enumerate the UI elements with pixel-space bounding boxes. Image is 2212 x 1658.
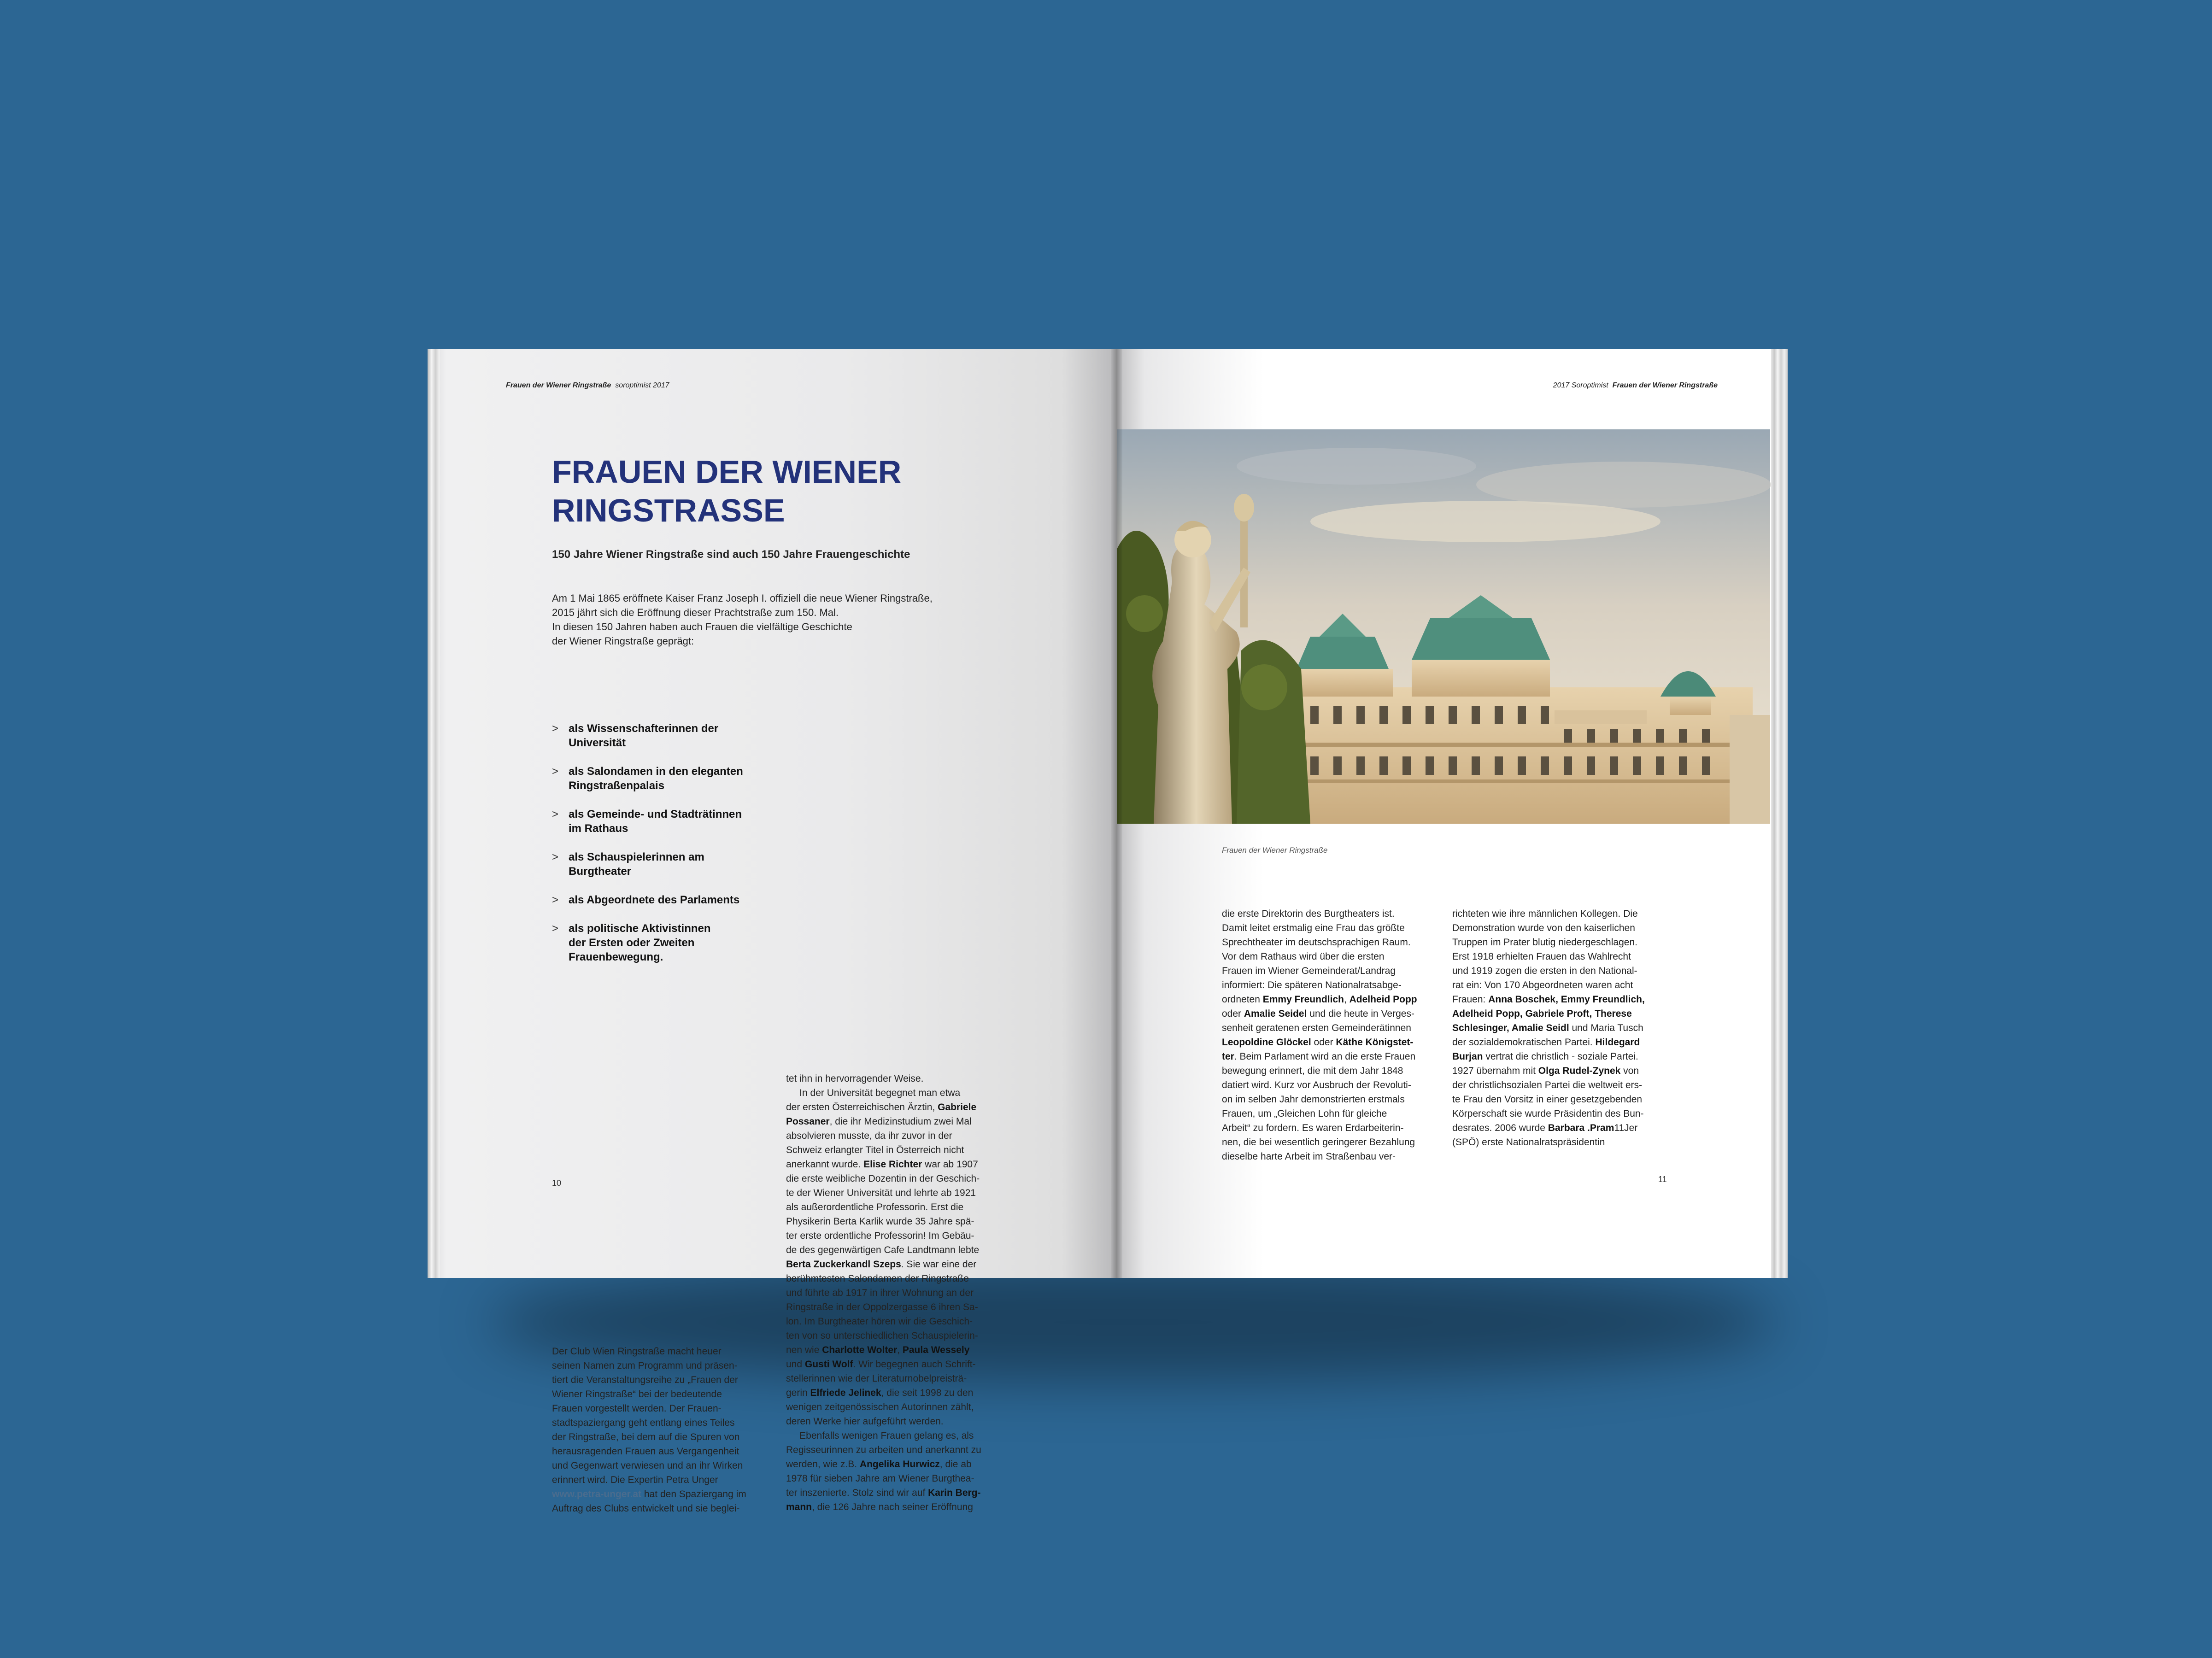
running-head-meta: soroptimist 2017	[615, 381, 669, 389]
bullet-item: > als Salondamen in den eleganten Ringstraßenpalais	[552, 765, 743, 792]
title-line-1: FRAUEN DER WIENER	[552, 454, 902, 490]
left-page	[428, 349, 1117, 1514]
club-paragraph: Der Club Wien Ringstraße macht heuer seinen Namen zum Programm und präsen- tiert die Veranstaltungsreihe zu „Frauen der Wiener Ringstraße“ bei der bedeutende Frauen vorgestellt werden. Der Frauen- stadtspaziergang geht entlang eines Teiles der Ringstraße, bei dem auf die Spuren von herausragenden Frauen aus Vergangenheit und Gegenwart verwiesen und an ihr Wirken erinnert wird. Die Expertin Petra Unger www.petra-unger.at hat den Spaziergang im Auftrag des Clubs entwickelt und sie beglei-	[552, 1346, 746, 1514]
bullet-item: > als politische Aktivistinnen der Ersten oder Zweiten Frauenbewegung.	[552, 922, 711, 963]
running-head-left	[506, 381, 669, 390]
bullet-arrow-icon: >	[552, 894, 559, 906]
bullet-arrow-icon: >	[552, 922, 559, 935]
bullet-arrow-icon: >	[552, 765, 559, 778]
article-title	[552, 452, 967, 530]
bullet-item: > als Abgeordnete des Parlaments	[552, 894, 740, 906]
title-line-2: RINGSTRASSE	[552, 492, 785, 528]
intro-paragraph	[552, 591, 985, 648]
intro-line: der Wiener Ringstraße geprägt:	[552, 635, 694, 647]
intro-line: In diesen 150 Jahren haben auch Frauen die vielfältige Geschichte	[552, 621, 852, 633]
bullet-list	[552, 721, 773, 978]
belvedere-photo-image	[1117, 429, 1770, 824]
right-page	[1117, 349, 1788, 1278]
intro-line: Am 1 Mai 1865 eröffnete Kaiser Franz Joseph I. offiziell die neue Wiener Ringstraße,	[552, 592, 933, 604]
bullet-item: > als Wissenschafterinnen der Universität	[552, 722, 719, 749]
bullet-item: > als Schauspielerinnen am Burgtheater	[552, 851, 704, 878]
intro-line: 2015 jährt sich die Eröffnung dieser Prachtstraße zum 150. Mal.	[552, 607, 839, 618]
book-gutter	[1111, 349, 1122, 1278]
bullet-arrow-icon: >	[552, 722, 559, 735]
page-number-right: 11	[1658, 1175, 1667, 1184]
running-head-title: Frauen der Wiener Ringstraße	[1612, 381, 1718, 389]
page-stack-edge-right	[1771, 349, 1788, 1278]
bullet-item: > als Gemeinde- und Stadträtinnen im Rathaus	[552, 808, 742, 835]
article-subtitle: 150 Jahre Wiener Ringstraße sind auch 150 Jahre Frauengeschichte	[552, 548, 910, 561]
running-head-title: Frauen der Wiener Ringstraße	[506, 381, 611, 389]
bullet-arrow-icon: >	[552, 808, 559, 820]
running-head-meta: 2017 Soroptimist	[1553, 381, 1608, 389]
page-number-left: 10	[552, 1178, 562, 1188]
right-column-1: die erste Direktorin des Burgtheaters ist. Damit leitet erstmalig eine Frau das größte Sprechtheater im deutschsprachigen Raum. Vor dem Rathaus wird über die ersten Frauen im Wiener Gemeinderat/Landrag informiert: Die späteren Nationalratsabge- ordneten Emmy Freundlich, Adelheid Popp oder Amalie Seidel und die heute in Verges- senheit geratenen ersten Gemeinderätinnen Leopoldine Glöckel oder Käthe Königstet- ter. Beim Parlament wird an die erste Frauen bewegung erinnert, die mit dem Jahr 1848 datiert wird. Kurz vor Ausbruch der Revoluti- on im selben Jahr demonstrierten erstmals Frauen, um „Gleichen Lohn für gleiche Arbeit“ zu fordern. Es waren Erdarbeiterin- nen, die bei wesentlich geringerer Bezahlung dieselbe harte Arbeit im Straßenbau ver-	[1222, 908, 1417, 1162]
photo-caption: Frauen der Wiener Ringstraße	[1222, 846, 1328, 855]
website-link[interactable]: www.petra-unger.at	[552, 1489, 642, 1500]
running-head-right	[1553, 381, 1718, 390]
belvedere-photo	[1117, 429, 1770, 824]
bullet-arrow-icon: >	[552, 851, 559, 863]
right-column-2: richteten wie ihre männlichen Kollegen. Die Demonstration wurde von den kaiserlichen Truppen im Prater blutig niedergeschlagen. Erst 1918 erhielten Frauen das Wahlrecht und 1919 zogen die ersten in den National- rat ein: Von 170 Abgeordneten waren acht Frauen: Anna Boschek, Emmy Freundlich, Adelheid Popp, Gabriele Proft, Therese Schlesinger, Amalie Seidl und Maria Tusch der sozialdemokratischen Partei. Hildegard Burjan vertrat die christlich - soziale Partei. 1927 übernahm mit Olga Rudel-Zynek von der christlichsozialen Partei die weltweit ers- te Frau den Vorsitz in einer gesetzgebenden Körperschaft sie wurde Präsidentin des Bun- desrates. 2006 wurde Barbara .Pram11Jer (SPÖ) erste Nationalratspräsidentin	[1452, 908, 1645, 1148]
page-stack-edge-left	[428, 349, 440, 1278]
article-column-2: tet ihn in hervorragender Weise. In der Universität begegnet man etwa der ersten Österreichischen Ärztin, Gabriele Possaner, die ihr Medizinstudium zwei Mal absolvieren musste, da ihr zuvor in der Schweiz erlangter Titel in Österreich nicht anerkannt wurde. Elise Richter war ab 1907 die erste weibliche Dozentin in der Geschich- te der Wiener Universität und lehrte ab 1921 als außerordentliche Professorin. Erst die Physikerin Berta Karlik wurde 35 Jahre spä- ter erste ordentliche Professorin! Im Gebäu- de des gegenwärtigen Cafe Landtmann lebte Berta Zuckerkandl Szeps. Sie war eine der berühmtesten Salondamen der Ringstraße und führte ab 1917 in ihrer Wohnung an der Ringstraße in der Oppolzergasse 6 ihren Sa- lon. Im Burgtheater hören wir die Geschich- ten von so unterschiedlichen Schauspielerin- nen wie Charlotte Wolter, Paula Wessely und Gusti Wolf. Wir begegnen auch Schrift- stellerinnen wie der Literaturnobelpreisträ- gerin Elfriede Jelinek, die seit 1998 zu den wenigen zeitgenössischen Autorinnen zählt, deren Werke hier aufgeführt werden. Ebenfalls wenigen Frauen gelang es, als Regisseurinnen zu arbeiten und anerkannt zu werden, wie z.B. Angelika Hurwicz, die ab 1978 für sieben Jahre am Wiener Burgthea- ter inszenierte. Stolz sind wir auf Karin Berg- mann, die 126 Jahre nach seiner Eröffnung	[786, 1073, 981, 1512]
